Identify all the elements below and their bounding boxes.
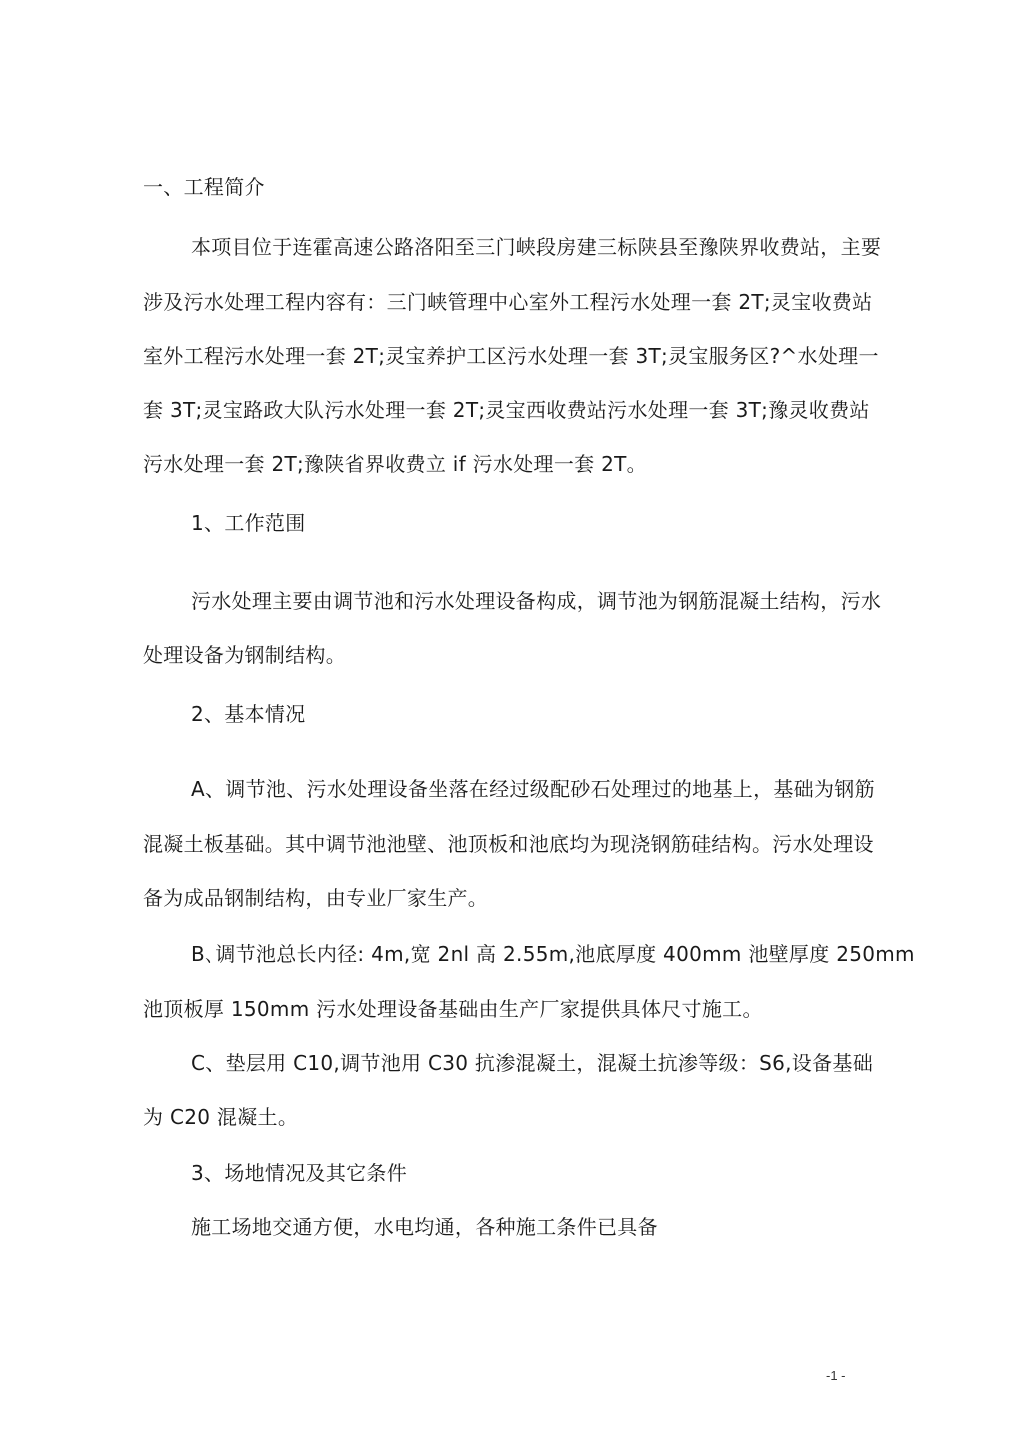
section-title-work-scope: 1、工作范围	[191, 511, 306, 535]
item-a-line-1: A、调节池、污水处理设备坐落在经过级配砂石处理过的地基上，基础为钢筋	[191, 777, 875, 801]
item-b-line-1: B､调节池总长内径: 4m,宽 2nl 高 2.55m,池底厚度 400mm 池壁厚度 250mm	[191, 942, 915, 966]
site-conditions-line-1: 施工场地交通方便，水电均通，各种施工条件已具备	[191, 1215, 658, 1239]
intro-line-1: 本项目位于连霍高速公路洛阳至三门峡段房建三标陕县至豫陕界收费站，主要	[191, 235, 882, 259]
item-c-line-1: C、垫层用 C10,调节池用 C30 抗渗混凝土，混凝土抗渗等级：S6,设备基础	[191, 1051, 873, 1075]
section-title-site-conditions: 3、场地情况及其它条件	[191, 1161, 408, 1185]
item-a-line-3: 备为成品钢制结构，由专业厂家生产。	[143, 886, 489, 910]
work-scope-line-1: 污水处理主要由调节池和污水处理设备构成，调节池为钢筋混凝土结构，污水	[191, 589, 882, 613]
intro-line-5: 污水处理一套 2T;豫陕省界收费立 if 污水处理一套 2T。	[143, 452, 647, 476]
item-c-line-2: 为 C20 混凝土。	[143, 1105, 299, 1129]
intro-line-4: 套 3T;灵宝路政大队污水处理一套 2T;灵宝西收费站污水处理一套 3T;豫灵收费站	[143, 398, 870, 422]
section-title-basic-situation: 2、基本情况	[191, 702, 306, 726]
page-number: -1 -	[826, 1368, 846, 1383]
intro-line-3: 室外工程污水处理一套 2T;灵宝养护工区污水处理一套 3T;灵宝服务区?^水处理一	[143, 344, 879, 368]
item-b-line-2: 池顶板厚 150mm 污水处理设备基础由生产厂家提供具体尺寸施工。	[143, 997, 763, 1021]
work-scope-line-2: 处理设备为钢制结构。	[143, 643, 346, 667]
item-a-line-2: 混凝土板基础。其中调节池池壁、池顶板和池底均为现浇钢筋硅结构。污水处理设	[143, 832, 874, 856]
intro-line-2: 涉及污水处理工程内容有：三门峡管理中心室外工程污水处理一套 2T;灵宝收费站	[143, 290, 873, 314]
heading-project-overview: 一、工程简介	[143, 175, 265, 199]
